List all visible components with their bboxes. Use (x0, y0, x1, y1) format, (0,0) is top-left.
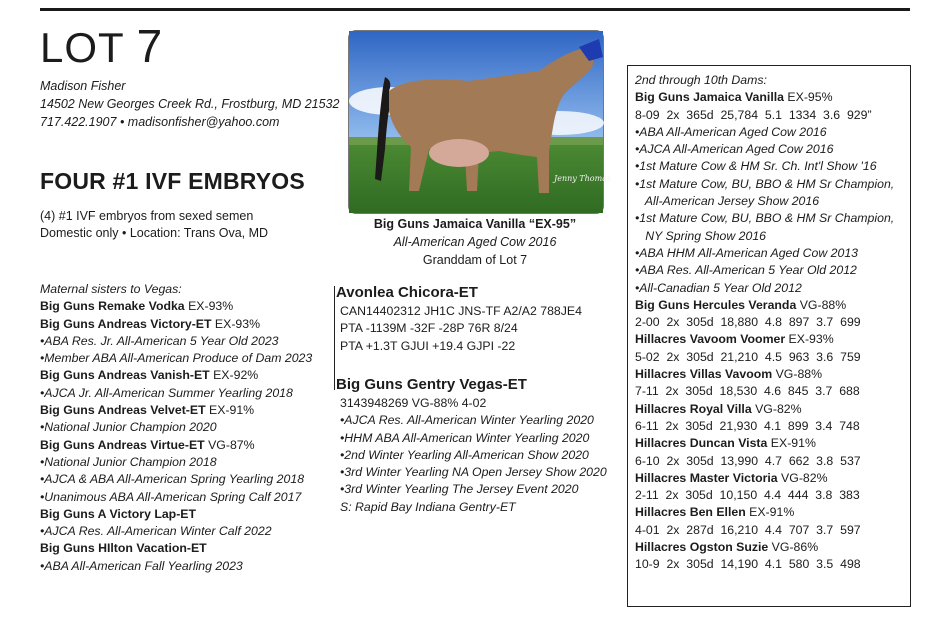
ancestor-name: Big Guns Jamaica Vanilla (635, 90, 784, 105)
production-record: 8-09 2x 365d 25,784 5.1 1334 3.6 929” (635, 107, 872, 122)
ancestor-score: VG-82% (777, 470, 828, 485)
ancestor-score: EX-93% (785, 332, 834, 347)
dam-row (635, 470, 894, 487)
sister-score: EX-92% (209, 368, 259, 383)
ancestor-name: Hillacres Duncan Vista (635, 436, 768, 451)
cow-photo (348, 30, 612, 214)
sister-award: •National Junior Champion 2020 (40, 420, 217, 435)
award-row (40, 333, 312, 350)
offer-line-1: (4) #1 IVF embryos from sexed semen (40, 209, 254, 223)
sister-score: EX-93% (184, 299, 234, 314)
ancestor-award: •ABA HHM All-American Aged Cow 2013 (635, 245, 859, 260)
pedigree-bracket (334, 286, 335, 390)
photo-watermark: Jenny Thomas (554, 174, 612, 183)
offer-line-2: Domestic only • Location: Trans Ova, MD (40, 226, 269, 240)
sister-name: Big Guns Andreas Victory-ET (40, 316, 212, 331)
consignor-name: Madison Fisher (40, 79, 126, 93)
dam-row (635, 504, 894, 521)
sister-score: EX-91% (205, 403, 255, 418)
ancestor-award: •1st Mature Cow & HM Sr. Ch. Int'l Show '16 (635, 159, 877, 174)
ancestor-score: EX-95% (784, 90, 833, 105)
production-record: 4-01 2x 287d 16,210 4.4 707 3.7 597 (635, 522, 861, 537)
award-row (40, 471, 312, 488)
ancestor-name: Hillacres Villas Vavoom (635, 367, 773, 382)
production-record: 10-9 2x 305d 14,190 4.1 580 3.5 498 (635, 557, 861, 572)
ancestor-award: •1st Mature Cow, BU, BBO & HM Sr Champion, (635, 176, 895, 191)
dams-list (635, 89, 894, 573)
ancestor-name: Hillacres Royal Villa (635, 401, 752, 416)
top-rule (40, 8, 910, 11)
sister-row (40, 367, 312, 384)
sire-line: CAN14402312 JH1C JNS-TF A2/A2 788JE4 (340, 304, 582, 318)
sister-name: Big Guns Andreas Virtue-ET (40, 437, 205, 452)
ancestor-award: All-American Jersey Show 2016 (635, 194, 820, 209)
sister-row (40, 316, 312, 333)
ancestor-name: Big Guns Hercules Veranda (635, 297, 797, 312)
sister-name: Big Guns A Victory Lap-ET (40, 506, 197, 521)
award-row (40, 558, 312, 575)
dam-name: Big Guns Gentry Vegas-ET (336, 376, 527, 393)
sire-line: PTA +1.3T GJUI +19.4 GJPI -22 (340, 338, 516, 353)
dam-row (635, 331, 894, 348)
dam-registration: 3143948269 VG-88% 4-02 (340, 396, 487, 410)
ancestor-name: Hillacres Master Victoria (635, 470, 778, 485)
ancestor-name: Hillacres Ogston Suzie (635, 540, 769, 555)
production-record: 7-11 2x 305d 18,530 4.6 845 3.7 688 (635, 384, 860, 399)
dams-content (635, 72, 894, 574)
ancestor-score: EX-91% (767, 436, 816, 451)
lot-title (40, 22, 163, 72)
sire-name: Avonlea Chicora-ET (336, 284, 478, 301)
ancestor-award: •All-Canadian 5 Year Old 2012 (635, 280, 802, 295)
dams-box (627, 65, 911, 607)
sister-name: Big Guns Remake Vodka (40, 299, 185, 314)
sister-score: VG-87% (204, 437, 255, 452)
ancestor-score: VG-82% (751, 401, 802, 416)
ancestor-award: •ABA All-American Aged Cow 2016 (635, 124, 827, 139)
consignor-contact: 717.422.1907 • madisonfisher@yahoo.com (40, 115, 280, 129)
production-record: 2-11 2x 305d 10,150 4.4 444 3.8 383 (635, 488, 860, 503)
sister-row (40, 298, 312, 315)
dam-awards (340, 412, 607, 498)
sister-name: Big Guns Andreas Vanish-ET (40, 368, 210, 383)
sister-row (40, 402, 312, 419)
sire-line: PTA -1139M -32F -28P 76R 8/24 (340, 321, 518, 336)
sister-award: •ABA Res. Jr. All-American 5 Year Old 2023 (40, 333, 279, 348)
production-record: 6-10 2x 305d 13,990 4.7 662 3.8 537 (635, 453, 861, 468)
ancestor-award: NY Spring Show 2016 (635, 228, 767, 243)
sister-row (40, 437, 312, 454)
dam-award: •AJCA Res. All-American Winter Yearling 2020 (340, 413, 594, 428)
maternal-heading: Maternal sisters to Vegas: (40, 282, 182, 296)
award-row (40, 489, 312, 506)
dam-sire: S: Rapid Bay Indiana Gentry-ET (340, 499, 516, 514)
award-row (40, 454, 312, 471)
sister-award: •ABA All-American Fall Yearling 2023 (40, 558, 243, 573)
award-row (40, 419, 312, 436)
dam-award: •HHM ABA All-American Winter Yearling 2020 (340, 430, 590, 445)
sister-name: Big Guns Andreas Velvet-ET (40, 403, 206, 418)
ancestor-award: •AJCA All-American Aged Cow 2016 (635, 142, 834, 157)
sister-award: •AJCA & ABA All-American Spring Yearling 2018 (40, 472, 305, 487)
ancestor-score: VG-88% (796, 297, 847, 312)
photo-caption-award: All-American Aged Cow 2016 (393, 235, 557, 249)
ancestor-score: VG-88% (772, 367, 823, 382)
sister-award: •Unanimous ABA All-American Spring Calf 2017 (40, 489, 302, 504)
award-row (40, 385, 312, 402)
offer-title: FOUR #1 IVF EMBRYOS (40, 168, 305, 194)
ancestor-award: •ABA Res. All-American 5 Year Old 2012 (635, 263, 857, 278)
award-row (40, 523, 312, 540)
production-record: 6-11 2x 305d 21,930 4.1 899 3.4 748 (635, 418, 860, 433)
dam-row (635, 297, 894, 314)
dam-row (635, 539, 894, 556)
award-row (40, 350, 312, 367)
production-record: 5-02 2x 305d 21,210 4.5 963 3.6 759 (635, 349, 861, 364)
dam-award: •3rd Winter Yearling NA Open Jersey Show 2020 (340, 465, 607, 480)
sister-award: •AJCA Res. All-American Winter Calf 2022 (40, 524, 272, 539)
maternal-list (40, 298, 312, 575)
dams-heading: 2nd through 10th Dams: (635, 73, 767, 87)
ancestor-score: VG-86% (768, 540, 819, 555)
dam-row (635, 435, 894, 452)
photo-caption-name: Big Guns Jamaica Vanilla “EX-95” (373, 217, 577, 231)
ancestor-name: Hillacres Ben Ellen (635, 505, 746, 520)
ancestor-award: •1st Mature Cow, BU, BBO & HM Sr Champion, (635, 211, 895, 226)
sister-row (40, 540, 312, 557)
lot-number: 7 (136, 20, 164, 72)
dam-row (635, 401, 894, 418)
sister-award: •Member ABA All-American Produce of Dam 2023 (40, 351, 313, 366)
sister-row (40, 506, 312, 523)
sister-score: EX-93% (211, 316, 261, 331)
photo-caption-relation: Granddam of Lot 7 (422, 253, 528, 267)
cow-illustration (349, 31, 612, 213)
dam-award: •2nd Winter Yearling All-American Show 2020 (340, 447, 589, 462)
dam-row (635, 89, 894, 106)
production-record: 2-00 2x 305d 18,880 4.8 897 3.7 699 (635, 315, 861, 330)
dam-details (340, 395, 607, 516)
sire-details (340, 303, 582, 355)
sister-award: •National Junior Champion 2018 (40, 454, 217, 469)
lot-prefix: LOT (40, 24, 124, 71)
dam-row (635, 366, 894, 383)
dam-award: •3rd Winter Yearling The Jersey Event 2020 (340, 482, 579, 497)
maternal-sisters (40, 281, 312, 575)
ancestor-name: Hillacres Vavoom Voomer (635, 332, 786, 347)
sister-name: Big Guns HIlton Vacation-ET (40, 541, 207, 556)
sister-award: •AJCA Jr. All-American Summer Yearling 2018 (40, 385, 293, 400)
consignor-address: 14502 New Georges Creek Rd., Frostburg, MD 21532 (40, 97, 340, 111)
ancestor-score: EX-91% (745, 505, 795, 520)
